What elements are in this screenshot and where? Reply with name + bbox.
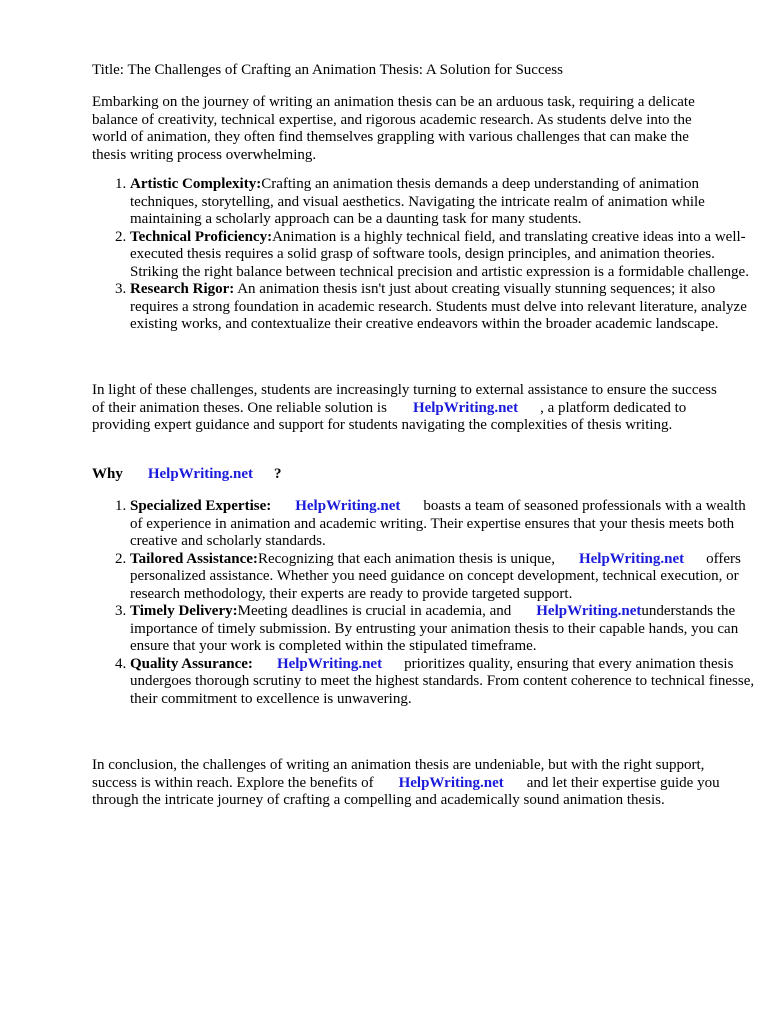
list-item-text: Meeting deadlines is crucial in academia, and (237, 603, 512, 619)
solution-text-before: In light of these challenges, students are increasingly turning to external assistance to ensure the success of their animation theses. One reliable solution is (92, 382, 717, 416)
challenges-list (92, 176, 760, 334)
list-item-text: An animation thesis isn't just about creating visually stunning sequences; it also requires a strong foundation in academic research. Students must delve into relevant literature, analyze existing works, and contextualize their creative endeavors within the broader academic landscape. (130, 281, 747, 332)
list-item-term: Specialized Expertise: (130, 498, 272, 514)
list-item-term: Research Rigor: (130, 281, 235, 297)
conclusion-paragraph (92, 757, 722, 810)
list-item-term: Artistic Complexity: (130, 176, 262, 192)
list-item-text: understands the importance of timely submission. By entrusting your animation thesis to their capable hands, you can ensure that your work is completed within the stipulated timeframe. (130, 603, 739, 654)
list-item-term: Tailored Assistance: (130, 550, 258, 567)
list-item (130, 603, 760, 656)
list-item-text: Crafting an animation thesis demands a deep understanding of animation techniques, storytelling, and visual aesthetics. Navigating the intricate realm of animation while maintaining a scholarly approach can be a daunting task for many students. (130, 176, 705, 227)
list-item (130, 656, 760, 709)
why-label: Why (92, 466, 123, 482)
conclusion-text-before: In conclusion, the challenges of writing an animation thesis are undeniable, but with the right support, success is within reach. Explore the benefits of (92, 757, 705, 791)
solution-text-after: , a platform dedicated to providing expert guidance and support for students navigating the complexities of thesis writing. (92, 399, 687, 433)
why-mark: ? (273, 466, 282, 482)
list-item-text: prioritizes quality, ensuring that every animation thesis undergoes thorough scrutiny to meet the highest standards. From content coherence to technical finesse, their commitment to excellence is unwavering. (130, 655, 755, 707)
helpwriting-link[interactable]: HelpWriting.net (412, 399, 519, 416)
intro-paragraph: Embarking on the journey of writing an animation thesis can be an arduous task, requiring a delicate balance of creativity, technical expertise, and rigorous academic research. As students delve into the world of animation, they often find themselves grappling with various challenges that can make the thesis writing process overwhelming. (92, 94, 695, 163)
list-item (130, 229, 760, 282)
list-item-term: Timely Delivery: (130, 603, 238, 619)
helpwriting-link[interactable]: HelpWriting.net (276, 655, 383, 672)
reasons-list (92, 498, 760, 708)
conclusion-text-after: and let their expertise guide you through the intricate journey of crafting a compelling and academically sound animation thesis. (92, 774, 720, 808)
list-item (130, 281, 760, 334)
helpwriting-link[interactable]: HelpWriting.net (147, 466, 253, 482)
list-item (130, 551, 760, 604)
list-item-term: Technical Proficiency: (130, 228, 273, 245)
helpwriting-link[interactable]: HelpWriting.net (398, 774, 504, 791)
list-item-text: Recognizing that each animation thesis is unique, (257, 550, 555, 567)
helpwriting-link[interactable]: HelpWriting.net (295, 498, 401, 514)
helpwriting-link[interactable]: HelpWriting.net (536, 603, 642, 619)
list-item-term: Quality Assurance: (130, 655, 253, 672)
solution-paragraph (92, 382, 722, 435)
helpwriting-link[interactable]: HelpWriting.net (578, 550, 685, 567)
list-item-text: boasts a team of seasoned professionals with a wealth of experience in animation and academic writing. Their expertise ensures that your thesis meets both creative and scholarly standards. (130, 498, 746, 549)
why-heading (92, 466, 281, 484)
list-item (130, 498, 760, 551)
document-title: Title: The Challenges of Crafting an Animation Thesis: A Solution for Success (92, 62, 563, 78)
list-item (130, 176, 760, 229)
list-item-text: offers personalized assistance. Whether you need guidance on concept development, technical execution, or research methodology, their experts are ready to provide targeted support. (130, 550, 741, 602)
list-item-text: Animation is a highly technical field, and translating creative ideas into a well-executed thesis requires a solid grasp of software tools, design principles, and animation theories. Striking the right balance between technical precision and artistic expression is a formidable challenge. (130, 228, 749, 280)
